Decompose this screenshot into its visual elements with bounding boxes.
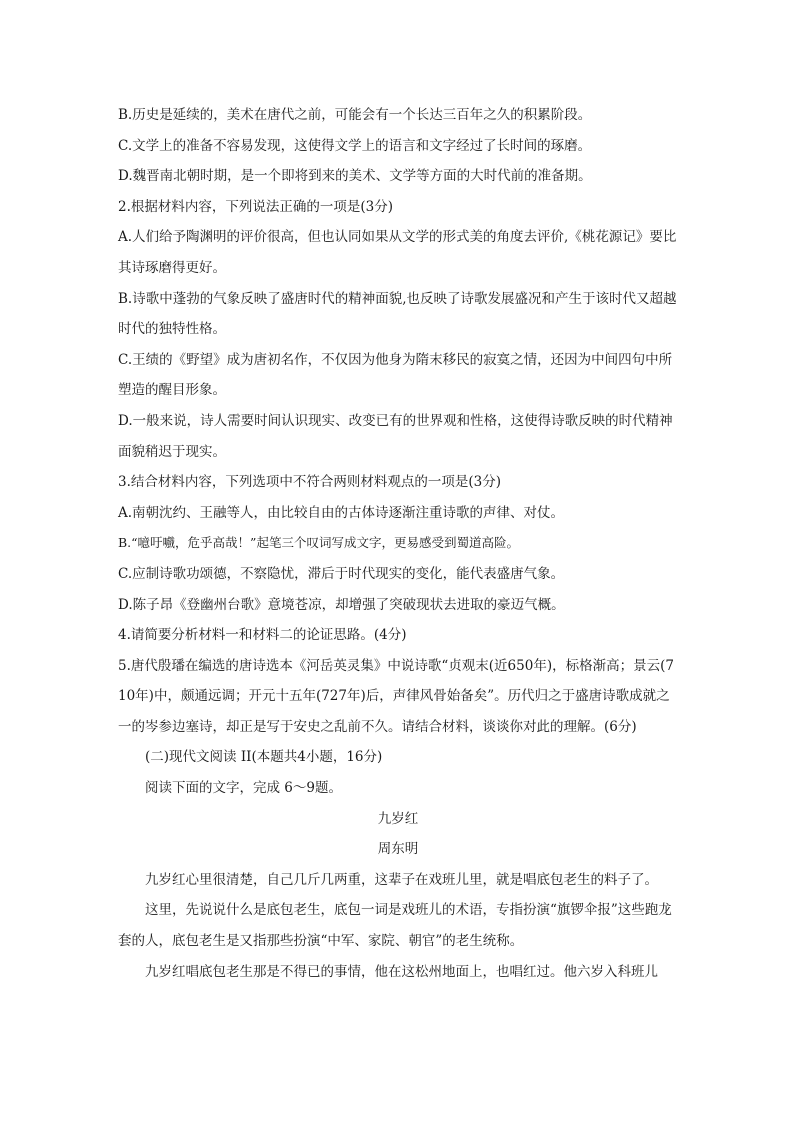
q2-option-d: D.一般来说，诗人需要时间认识现实、改变已有的世界观和性格，这使得诗歌反映的时代精神面貌稍迟于现实。: [118, 412, 673, 460]
q1-option-d: D.魏晋南北朝时期，是一个即将到来的美术、文学等方面的大时代前的准备期。: [118, 168, 592, 185]
q3-option-a: A.南朝沈约、王融等人，由比较自由的古体诗逐渐注重诗歌的声律、对仗。: [118, 504, 565, 521]
q2-option-c: C.王绩的《野望》成为唐初名作，不仅因为他身为隋末移民的寂寞之情，还因为中间四句中所塑造的醒目形象。: [118, 351, 673, 399]
story-paragraph-1: 九岁红心里很清楚，自己几斤几两重，这辈子在戏班儿里，就是唱底包老生的料子了。: [145, 871, 658, 888]
reading-instruction: 阅读下面的文字，完成 6～9题。: [145, 780, 342, 797]
story-title: 九岁红: [377, 810, 419, 827]
story-author: 周东明: [377, 841, 419, 858]
section-heading: (二)现代文阅读 II(本题共4小题，16分): [145, 749, 383, 766]
q3-option-d: D.陈子昂《登幽州台歌》意境苍凉，却增强了突破现状去进取的豪迈气概。: [118, 596, 565, 613]
q4-stem: 4.请简要分析材料一和材料二的论证思路。(4分): [118, 627, 407, 644]
q3-option-c: C.应制诗歌功颂德，不察隐忧，滞后于时代现实的变化，能代表盛唐气象。: [118, 565, 565, 582]
page-content: [118, 100, 678, 987]
q2-stem: 2.根据材料内容，下列说法正确的一项是(3分): [118, 198, 394, 215]
q2-option-a: A.人们给予陶渊明的评价很高，但也认同如果从文学的形式美的角度去评价,《桃花源记》要比其诗琢磨得更好。: [118, 229, 677, 276]
q5-stem: 5.唐代殷璠在编选的唐诗选本《河岳英灵集》中说诗歌“贞观末(近650年)，标格渐高；景云(710年)中，颇通远调；开元十五年(727年)后，声律风骨始备矣”。历代归之于盛唐诗歌成就之一的岑参边塞诗，却正是写于安史之乱前不久。请结合材料，谈谈你对此的理解。(6分): [118, 657, 674, 735]
q3-stem: 3.结合材料内容，下列选项中不符合两则材料观点的一项是(3分): [118, 474, 502, 491]
q1-option-b: B.历史是延续的，美术在唐代之前，可能会有一个长达三百年之久的积累阶段。: [118, 107, 592, 123]
q1-option-c: C.文学上的准备不容易发现，这使得文学上的语言和文字经过了长时间的琢磨。: [118, 137, 592, 154]
story-paragraph-2: 这里，先说说什么是底包老生，底包一词是戏班儿的术语，专指扮演“旗锣伞报”这些跑龙套的人，底包老生是又指那些扮演“中军、家院、朝官”的老生统称。: [118, 902, 672, 950]
q2-option-b: B.诗歌中蓬勃的气象反映了盛唐时代的精神面貌,也反映了诗歌发展盛况和产生于该时代又超越时代的独特性格。: [118, 290, 677, 338]
q3-option-b: B.“噫吁嚱，危乎高哉！”起笔三个叹词写成文字，更易感受到蜀道高险。: [118, 535, 519, 551]
story-paragraph-3: 九岁红唱底包老生那是不得已的事情，他在这松州地面上，也唱红过。他六岁入科班儿: [145, 963, 658, 980]
